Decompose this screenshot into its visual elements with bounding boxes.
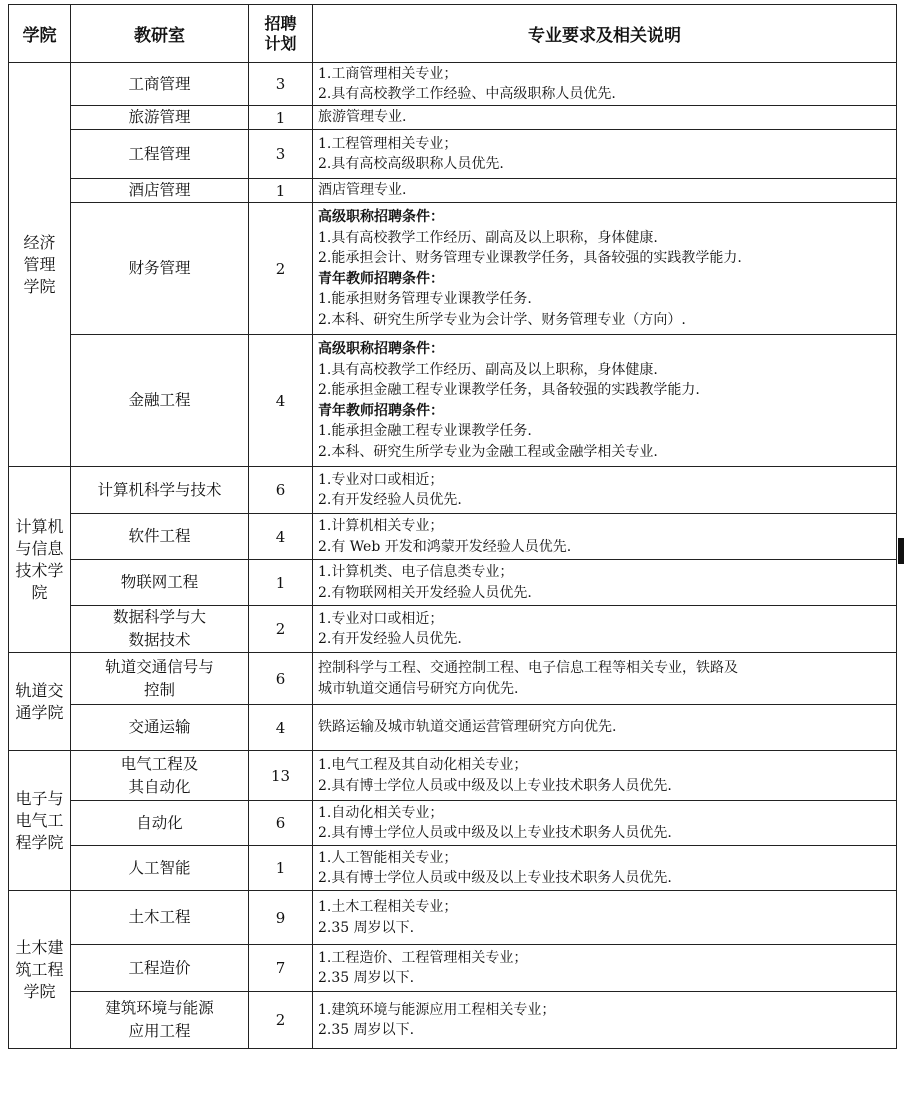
plan-count: 1 (249, 179, 313, 203)
requirement-line: 1.工程管理相关专业； (318, 135, 458, 152)
college-cell (9, 891, 71, 1049)
header-requirements: 专业要求及相关说明 (313, 5, 897, 63)
plan-count: 2 (249, 606, 313, 653)
department-name: 建筑环境与能源应用工程 (105, 999, 214, 1040)
table-row (9, 203, 897, 335)
department-cell (71, 891, 249, 945)
requirement-heading: 高级职称招聘条件： (318, 209, 444, 225)
college-name: 轨道交通学院 (15, 680, 64, 722)
requirement-line: 1.计算机类、电子信息类专业； (318, 564, 514, 580)
department-cell (71, 130, 249, 179)
college-name: 电子与电气工程学院 (15, 788, 64, 852)
college-cell (9, 751, 71, 891)
requirement-line: 2.能承担会计、财务管理专业课教学任务，具备较强的实践教学能力. (318, 250, 742, 266)
requirement-line: 2.35 周岁以下. (318, 970, 415, 986)
header-department: 教研室 (71, 5, 249, 63)
header-plan (249, 5, 313, 63)
requirement-line: 2.本科、研究生所学专业为金融工程或金融学相关专业. (318, 443, 658, 460)
plan-count: 1 (249, 560, 313, 606)
requirements-cell (313, 335, 897, 467)
requirements-cell (313, 179, 897, 203)
plan-count: 6 (249, 801, 313, 846)
requirement-line: 1.具有高校教学工作经历、副高及以上职称，身体健康. (318, 361, 658, 378)
department-cell (71, 653, 249, 705)
requirement-line: 1.自动化相关专业； (318, 804, 444, 821)
table-row (9, 467, 897, 514)
department-name: 软件工程 (128, 527, 191, 545)
department-cell (71, 846, 249, 891)
table-row (9, 801, 897, 846)
department-cell (71, 751, 249, 801)
requirements-cell (313, 992, 897, 1049)
plan-count: 4 (249, 335, 313, 467)
requirements-cell (313, 560, 897, 606)
requirements-cell (313, 705, 897, 751)
table-row (9, 560, 897, 606)
requirements-cell (313, 606, 897, 653)
department-cell (71, 514, 249, 560)
requirement-line: 2.本科、研究生所学专业为会计学、财务管理专业（方向）. (318, 311, 686, 328)
department-name: 土木工程 (128, 908, 191, 926)
department-name: 计算机科学与技术 (97, 480, 222, 499)
department-name: 酒店管理 (128, 181, 191, 199)
header-row (9, 5, 897, 63)
requirements-cell (313, 945, 897, 992)
plan-count: 4 (249, 705, 313, 751)
plan-count: 13 (249, 751, 313, 801)
requirement-line: 2.具有博士学位人员或中级及以上专业技术职务人员优先. (318, 870, 672, 886)
table-row (9, 891, 897, 945)
requirement-line: 1.具有高校教学工作经历、副高及以上职称，身体健康. (318, 229, 658, 246)
requirement-line: 2.35 周岁以下. (318, 919, 415, 936)
plan-count: 2 (249, 992, 313, 1049)
department-name: 电气工程及其自动化 (120, 754, 199, 796)
requirements-cell (313, 891, 897, 945)
department-cell (71, 106, 249, 130)
department-name: 人工智能 (128, 858, 191, 877)
department-name: 自动化 (136, 813, 183, 832)
recruitment-table (8, 4, 897, 1049)
college-cell (9, 63, 71, 467)
department-cell (71, 63, 249, 106)
college-name: 土木建筑工程学院 (15, 937, 64, 1001)
requirement-line: 1.专业对口或相近； (318, 471, 444, 488)
table-row (9, 653, 897, 705)
plan-count: 6 (249, 467, 313, 514)
department-cell (71, 179, 249, 203)
table-row (9, 705, 897, 751)
department-name: 物联网工程 (120, 573, 199, 591)
header-plan-text: 招聘计划 (264, 13, 297, 53)
requirements-cell (313, 63, 897, 106)
plan-count: 7 (249, 945, 313, 992)
department-name: 财务管理 (128, 259, 191, 277)
requirement-line: 2.有开发经验人员优先. (318, 631, 462, 647)
requirements-cell (313, 846, 897, 891)
requirement-line: 1.工商管理相关专业； (318, 65, 458, 82)
requirements-cell (313, 106, 897, 130)
requirement-line: 1.人工智能相关专业； (318, 849, 458, 866)
department-name: 旅游管理 (128, 108, 191, 126)
table-row (9, 992, 897, 1049)
requirement-line: 2.有开发经验人员优先. (318, 492, 462, 508)
plan-count: 3 (249, 63, 313, 106)
table-body (9, 63, 897, 1049)
requirements-cell (313, 751, 897, 801)
college-name: 经济管理学院 (23, 232, 56, 296)
requirement-heading: 青年教师招聘条件： (318, 270, 444, 287)
table-row (9, 846, 897, 891)
department-cell (71, 467, 249, 514)
requirement-line: 1.计算机相关专业； (318, 518, 444, 534)
requirement-line: 1.工程造价、工程管理相关专业； (318, 949, 528, 966)
requirements-cell (313, 467, 897, 514)
requirement-line: 1.土木工程相关专业； (318, 899, 458, 915)
table-row (9, 130, 897, 179)
header-college: 学院 (9, 5, 71, 63)
department-cell (71, 606, 249, 653)
requirement-line: 1.专业对口或相近； (318, 610, 444, 627)
table-row (9, 63, 897, 106)
requirement-line: 1.能承担财务管理专业课教学任务. (318, 291, 532, 307)
department-cell (71, 705, 249, 751)
department-name: 工程造价 (128, 958, 191, 977)
requirement-line: 2.有 Web 开发和鸿蒙开发经验人员优先. (318, 538, 572, 555)
department-cell (71, 560, 249, 606)
table-row (9, 606, 897, 653)
department-name: 工程管理 (128, 144, 191, 163)
requirement-line: 1.建筑环境与能源应用工程相关专业； (318, 1001, 556, 1018)
scan-edge-mark (898, 538, 904, 564)
plan-count: 9 (249, 891, 313, 945)
requirements-cell (313, 203, 897, 335)
requirement-heading: 高级职称招聘条件： (318, 341, 444, 357)
requirement-line: 铁路运输及城市轨道交通运营管理研究方向优先. (318, 719, 617, 736)
department-cell (71, 945, 249, 992)
table-row (9, 335, 897, 467)
department-name: 工商管理 (128, 74, 191, 93)
department-cell (71, 992, 249, 1049)
requirement-line: 2.35 周岁以下. (318, 1022, 415, 1038)
plan-count: 1 (249, 846, 313, 891)
department-name: 轨道交通信号与控制 (105, 657, 214, 699)
requirements-cell (313, 130, 897, 179)
plan-count: 6 (249, 653, 313, 705)
table-row (9, 751, 897, 801)
requirements-cell (313, 801, 897, 846)
department-cell (71, 203, 249, 335)
requirement-heading: 青年教师招聘条件： (318, 402, 444, 419)
requirement-line: 2.具有博士学位人员或中级及以上专业技术职务人员优先. (318, 777, 672, 794)
college-name: 计算机与信息技术学院 (15, 516, 64, 602)
table-row (9, 179, 897, 203)
requirement-line: 2.具有高校高级职称人员优先. (318, 156, 504, 172)
recruitment-table-page (8, 4, 897, 1049)
department-cell (71, 335, 249, 467)
table-row (9, 945, 897, 992)
table-row (9, 514, 897, 560)
requirement-line: 城市轨道交通信号研究方向优先. (318, 680, 519, 697)
plan-count: 2 (249, 203, 313, 335)
department-name: 交通运输 (128, 718, 191, 736)
plan-count: 1 (249, 106, 313, 130)
requirement-line: 控制科学与工程、交通控制工程、电子信息工程等相关专业，铁路及 (318, 660, 738, 676)
requirements-cell (313, 653, 897, 705)
college-cell (9, 467, 71, 653)
requirement-line: 1.电气工程及其自动化相关专业； (318, 757, 528, 773)
department-name: 数据科学与大数据技术 (112, 608, 206, 649)
plan-count: 4 (249, 514, 313, 560)
requirement-line: 1.能承担金融工程专业课教学任务. (318, 423, 532, 439)
department-cell (71, 801, 249, 846)
requirement-line: 旅游管理专业. (318, 109, 407, 126)
college-cell (9, 653, 71, 751)
requirement-line: 2.具有博士学位人员或中级及以上专业技术职务人员优先. (318, 825, 672, 841)
department-name: 金融工程 (128, 391, 191, 409)
requirement-line: 酒店管理专业. (318, 182, 407, 199)
requirements-cell (313, 514, 897, 560)
requirement-line: 2.具有高校教学工作经验、中高级职称人员优先. (318, 86, 616, 102)
plan-count: 3 (249, 130, 313, 179)
table-row (9, 106, 897, 130)
requirement-line: 2.能承担金融工程专业课教学任务，具备较强的实践教学能力. (318, 382, 700, 398)
requirement-line: 2.有物联网相关开发经验人员优先. (318, 584, 532, 601)
